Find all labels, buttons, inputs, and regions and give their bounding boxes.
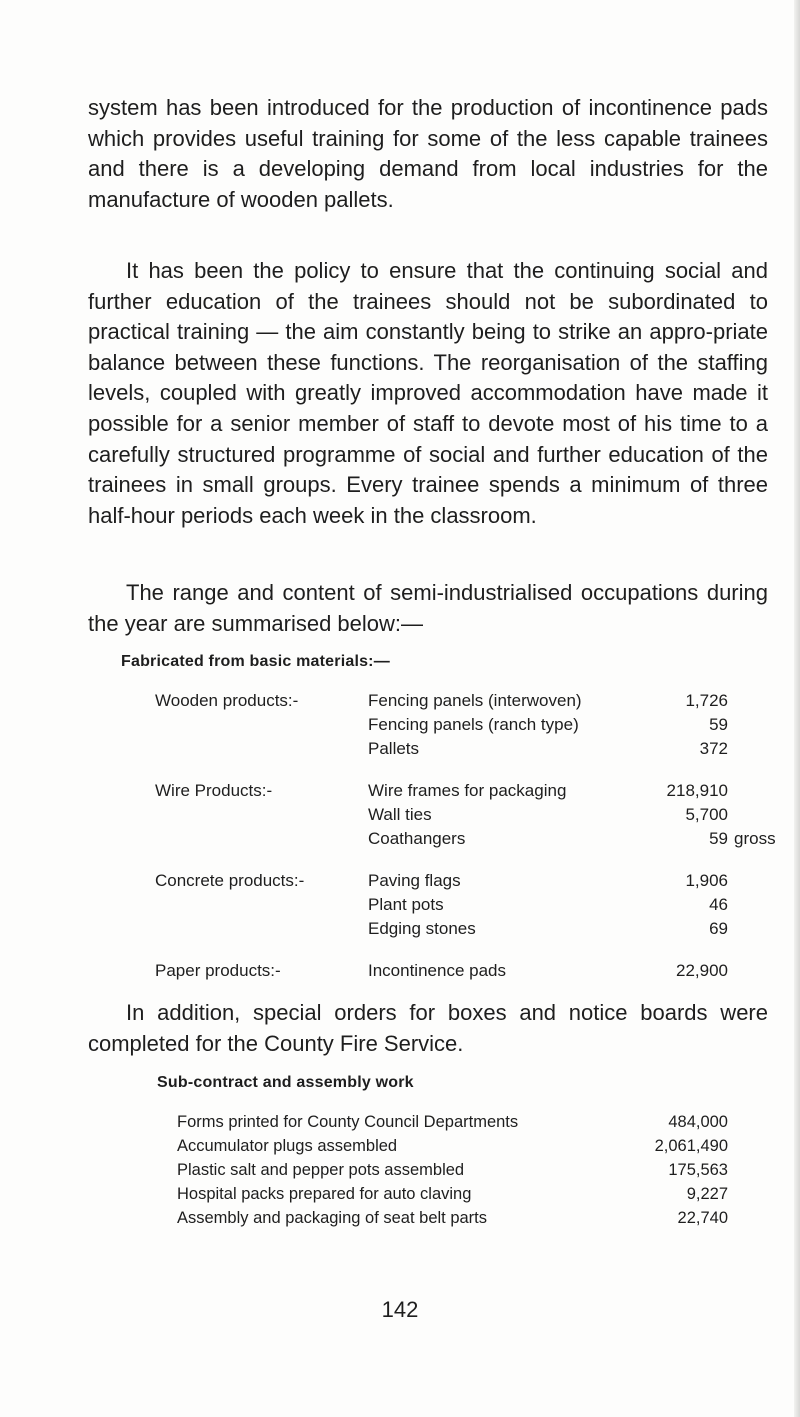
fabricated-heading: Fabricated from basic materials:— [121,653,390,670]
item-label: Hospital packs prepared for auto claving [177,1185,472,1203]
unit-note: gross [734,829,776,848]
table-row [0,779,800,803]
item-label: Plastic salt and pepper pots assembled [177,1161,465,1179]
item-value: 46 [709,895,728,914]
table-row [0,713,800,737]
category-label: Wire Products:- [155,781,273,800]
item-label: Wire frames for packaging [368,781,567,800]
paragraph-occupations-intro: The range and content of semi-industrialised occupations during the year are summarised below:— [88,580,768,636]
table-row [0,737,800,761]
table-row [0,1158,800,1182]
item-label: Fencing panels (interwoven) [368,691,582,710]
item-label: Edging stones [368,919,476,938]
item-label: Plant pots [368,895,444,914]
item-value: 69 [709,919,728,938]
table-row [0,917,800,941]
item-value: 2,061,490 [654,1137,728,1155]
item-value: 22,740 [677,1209,728,1227]
item-label: Paving flags [368,871,461,890]
item-value: 5,700 [685,805,728,824]
table-row [0,1182,800,1206]
category-label: Concrete products:- [155,871,305,890]
item-value: 175,563 [668,1161,728,1179]
paragraph-special-orders: In addition, special orders for boxes and notice boards were completed for the County Fire Service. [88,1000,768,1056]
page-number: 142 [381,1297,419,1322]
item-value: 372 [699,739,728,758]
item-value: 218,910 [666,781,728,800]
paragraph-education-policy: It has been the policy to ensure that the continuing social and further education of the trainees should not be subordinated to practical training — the aim constantly being to strike an appro-priate balance between these functions. The reorganisation of the staffing levels, coupled with greatly improved accommodation have made it possible for a senior member of staff to devote most of his time to a carefully structured programme of social and further education of the trainees in small groups. Every trainee spends a minimum of three half-hour periods each week in the classroom. [88,258,768,528]
table-row [0,689,800,713]
category-label: Paper products:- [155,961,281,980]
table-row [0,1134,800,1158]
item-label: Wall ties [368,805,432,824]
item-label: Incontinence pads [368,961,506,980]
table-row [0,1110,800,1134]
item-label: Assembly and packaging of seat belt parts [177,1209,488,1227]
item-label: Pallets [368,739,420,758]
item-value: 484,000 [668,1113,728,1131]
item-value: 22,900 [676,961,728,980]
table-row [0,959,800,983]
item-label: Accumulator plugs assembled [177,1137,398,1155]
item-label: Coathangers [368,829,466,848]
item-value: 59 [709,715,728,734]
table-row [0,827,800,851]
paragraph-continuation: system has been introduced for the production of incontinence pads which provides useful training for some of the less capable trainees and there is a developing demand from local industries for the manufacture of wooden pallets. [88,95,768,212]
item-value: 1,726 [685,691,728,710]
table-row [0,893,800,917]
table-row [0,869,800,893]
item-label: Fencing panels (ranch type) [368,715,579,734]
item-label: Forms printed for County Council Departments [177,1113,519,1131]
table-row [0,803,800,827]
item-value: 1,906 [685,871,728,890]
item-value: 59 [709,829,728,848]
subcontract-heading: Sub-contract and assembly work [157,1074,414,1091]
item-value: 9,227 [686,1185,728,1203]
category-label: Wooden products:- [155,691,299,710]
table-row [0,1206,800,1230]
